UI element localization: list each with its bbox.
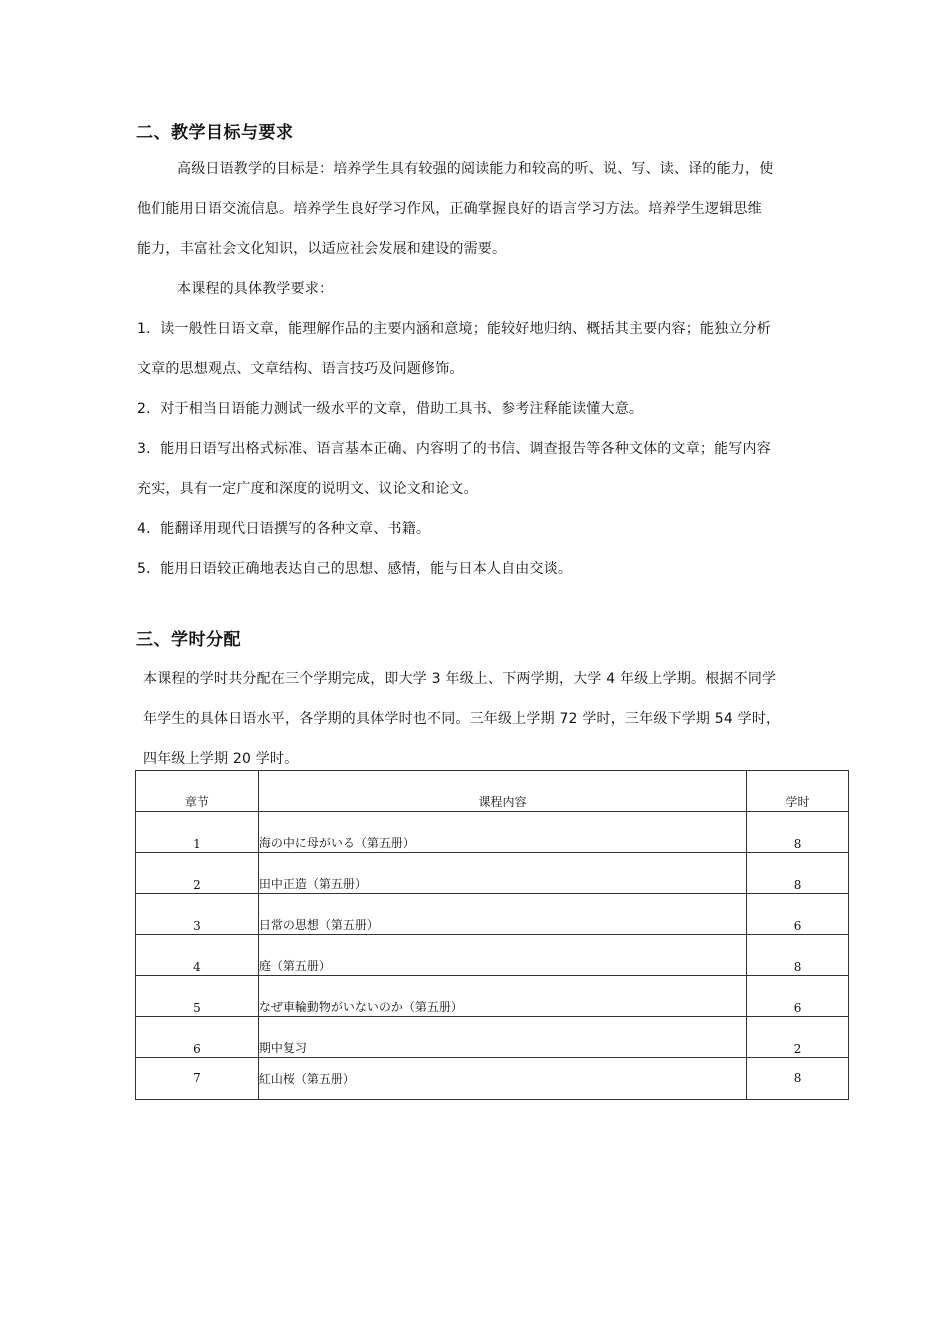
table-row [136, 812, 849, 853]
table-header-row [136, 771, 849, 812]
requirement-item: 1．读一般性日语文章，能理解作品的主要内涵和意境；能较好地归纳、概括其主要内容；能独立分析 [137, 321, 771, 337]
hours-cell: 8 [747, 853, 849, 894]
hours-cell: 2 [747, 1017, 849, 1058]
paragraph-line: 高级日语教学的目标是：培养学生具有较强的阅读能力和较高的听、说、写、读、译的能力，使 [177, 161, 774, 177]
content-cell: 田中正造（第五册） [258, 853, 746, 894]
column-header-chapter: 章节 [136, 771, 259, 812]
chapter-cell: 7 [136, 1058, 259, 1100]
paragraph-line: 他们能用日语交流信息。培养学生良好学习作风，正确掌握良好的语言学习方法。培养学生逻辑思维 [137, 201, 762, 217]
table-row [136, 1017, 849, 1058]
hours-cell: 8 [747, 935, 849, 976]
paragraph-line: 能力，丰富社会文化知识，以适应社会发展和建设的需要。 [137, 241, 507, 257]
table-row [136, 935, 849, 976]
requirement-item: 2．对于相当日语能力测试一级水平的文章，借助工具书、参考注释能读懂大意。 [137, 401, 644, 417]
paragraph-line: 本课程的学时共分配在三个学期完成，即大学 3 年级上、下两学期，大学 4 年级上学期。根据不同学 [143, 671, 777, 687]
chapter-cell: 3 [136, 894, 259, 935]
hours-allocation-table [135, 770, 849, 1100]
requirement-item: 3．能用日语写出格式标准、语言基本正确、内容明了的书信、调查报告等各种文体的文章；能写内容 [137, 441, 771, 457]
chapter-cell: 4 [136, 935, 259, 976]
content-cell: 紅山桜（第五册） [258, 1058, 746, 1100]
table-row [136, 1058, 849, 1100]
chapter-cell: 2 [136, 853, 259, 894]
paragraph-line: 四年级上学期 20 学时。 [143, 751, 299, 767]
column-header-content: 课程内容 [258, 771, 746, 812]
requirement-item-continued: 充实，具有一定广度和深度的说明文、议论文和论文。 [137, 481, 478, 497]
table-row [136, 894, 849, 935]
column-header-hours: 学时 [747, 771, 849, 812]
content-cell: 庭（第五册） [258, 935, 746, 976]
paragraph-line: 年学生的具体日语水平，各学期的具体学时也不同。三年级上学期 72 学时，三年级下学期 54 学时， [143, 711, 781, 727]
hours-cell: 6 [747, 976, 849, 1017]
paragraph-line: 本课程的具体教学要求： [177, 281, 334, 297]
hours-cell: 6 [747, 894, 849, 935]
chapter-cell: 6 [136, 1017, 259, 1058]
requirement-item-continued: 文章的思想观点、文章结构、语言技巧及问题修饰。 [137, 361, 464, 377]
chapter-cell: 5 [136, 976, 259, 1017]
content-cell: 期中复习 [258, 1017, 746, 1058]
hours-cell: 8 [747, 1058, 849, 1100]
chapter-cell: 1 [136, 812, 259, 853]
content-cell: 海の中に母がいる（第五册） [258, 812, 746, 853]
hours-cell: 8 [747, 812, 849, 853]
table-row [136, 853, 849, 894]
requirement-item: 5．能用日语较正确地表达自己的思想、感情，能与日本人自由交谈。 [137, 561, 573, 577]
requirement-item: 4．能翻译用现代日语撰写的各种文章、书籍。 [137, 521, 431, 537]
section-3-heading: 三、学时分配 [136, 630, 241, 650]
content-cell: なぜ車輪動物がいないのか（第五册） [258, 976, 746, 1017]
table-row [136, 976, 849, 1017]
section-2-heading: 二、教学目标与要求 [136, 123, 294, 143]
content-cell: 日常の思想（第五册） [258, 894, 746, 935]
